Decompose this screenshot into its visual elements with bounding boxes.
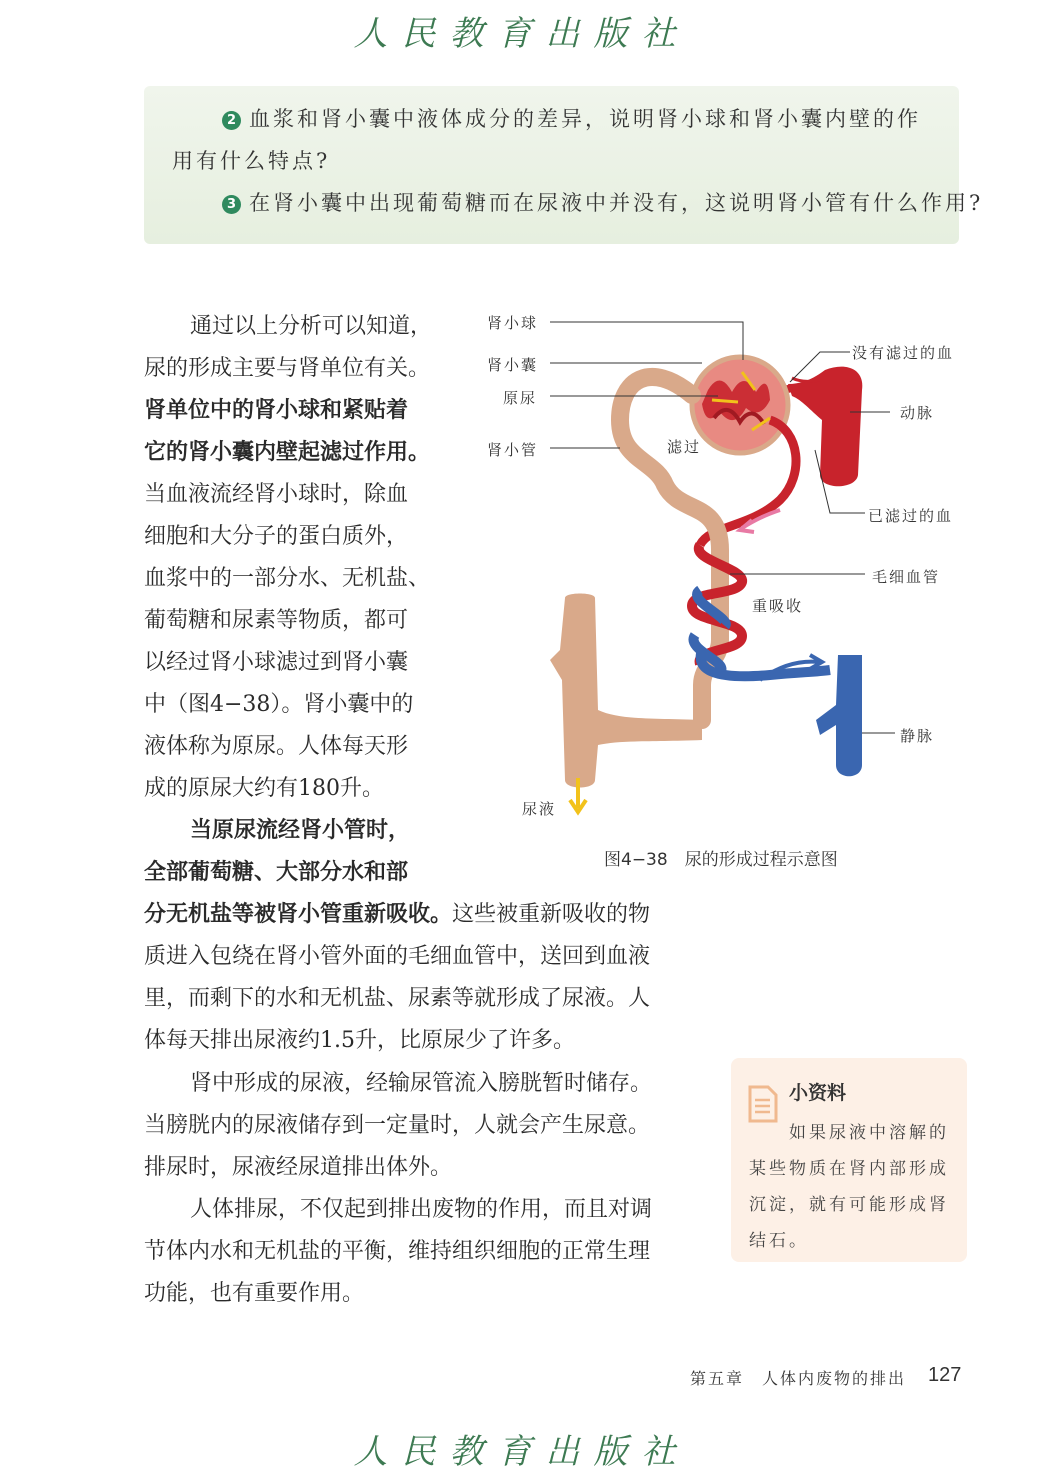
question-number-3: 3	[222, 195, 241, 214]
document-icon	[747, 1084, 779, 1124]
label-capillary: 毛细血管	[872, 568, 941, 586]
question-2-line-1	[222, 103, 921, 133]
p1-line: 葡萄糖和尿素等物质，都可	[144, 608, 409, 633]
question-2-text: 血浆和肾小囊中液体成分的差异，说明肾小球和肾小囊内壁的作	[249, 107, 921, 131]
question-2-line-2: 用有什么特点?	[172, 149, 331, 173]
page-number: 127	[928, 1364, 962, 1386]
info-box	[731, 1058, 967, 1262]
label-glomerulus: 肾小球	[487, 314, 539, 332]
nephron-diagram	[470, 300, 970, 830]
label-urine: 尿液	[522, 800, 557, 818]
label-unfiltered-blood: 没有滤过的血	[852, 344, 955, 362]
p4-line: 功能，也有重要作用。	[144, 1281, 365, 1306]
p1-line: 成的原尿大约有180升。	[144, 776, 384, 801]
label-capsule: 肾小囊	[487, 356, 539, 374]
figure-caption: 图4−38 尿的形成过程示意图	[604, 850, 838, 870]
p1-line: 液体称为原尿。人体每天形	[144, 734, 409, 759]
chapter-footer: 第五章 人体内废物的排出	[690, 1369, 907, 1388]
p3-line: 肾中形成的尿液，经输尿管流入膀胱暂时储存。	[190, 1071, 653, 1096]
p2-line: 体每天排出尿液约1.5升，比原尿少了许多。	[144, 1028, 575, 1053]
p3-line: 当膀胱内的尿液储存到一定量时，人就会产生尿意。	[144, 1113, 651, 1138]
p3-line: 排尿时，尿液经尿道排出体外。	[144, 1155, 453, 1180]
label-filtration: 滤过	[667, 438, 702, 456]
p1-line: 以经过肾小球滤过到肾小囊	[144, 650, 409, 675]
info-line: 如果尿液中溶解的	[789, 1123, 949, 1143]
p1-line-bold: 它的肾小囊内壁起滤过作用。	[144, 440, 431, 465]
info-line: 结石。	[749, 1231, 809, 1251]
p2-line-mixed	[144, 897, 650, 928]
p1-line-bold: 肾单位中的肾小球和紧贴着	[144, 398, 409, 423]
p1-line: 中（图4−38）。肾小囊中的	[144, 692, 414, 717]
publisher-watermark-top: 人民教育出版社	[353, 14, 690, 54]
publisher-watermark-bottom: 人民教育出版社	[353, 1432, 690, 1472]
label-artery: 动脉	[900, 404, 935, 422]
p4-line: 人体排尿，不仅起到排出废物的作用，而且对调	[190, 1197, 653, 1222]
label-tubule: 肾小管	[487, 441, 539, 459]
label-filtered-blood: 已滤过的血	[868, 507, 954, 525]
p2-line: 质进入包绕在肾小管外面的毛细血管中，送回到血液	[144, 944, 651, 969]
info-title: 小资料	[789, 1082, 847, 1104]
p1-line: 通过以上分析可以知道，	[190, 314, 433, 339]
p1-line: 细胞和大分子的蛋白质外，	[144, 524, 409, 549]
p4-line: 节体内水和无机盐的平衡，维持组织细胞的正常生理	[144, 1239, 651, 1264]
p1-line: 当血液流经肾小球时，除血	[144, 482, 409, 507]
p2-bold-text: 分无机盐等被肾小管重新吸收。	[144, 902, 453, 927]
p2-text: 这些被重新吸收的物	[452, 902, 651, 927]
question-number-2: 2	[222, 111, 241, 130]
info-line: 某些物质在肾内部形成	[749, 1159, 949, 1179]
label-primary-urine: 原尿	[503, 389, 538, 407]
question-3-text: 在肾小囊中出现葡萄糖而在尿液中并没有，这说明肾小管有什么作用?	[249, 191, 984, 215]
p2-line-bold: 全部葡萄糖、大部分水和部	[144, 860, 409, 885]
label-reabsorption: 重吸收	[752, 597, 804, 615]
label-vein: 静脉	[900, 727, 935, 745]
p1-line: 血浆中的一部分水、无机盐、	[144, 566, 431, 591]
question-3-line	[222, 187, 983, 217]
p2-line-bold: 当原尿流经肾小管时，	[190, 818, 411, 843]
collecting-duct	[550, 594, 702, 788]
p1-line: 尿的形成主要与肾单位有关。	[144, 356, 431, 381]
p2-line: 里，而剩下的水和无机盐、尿素等就形成了尿液。人	[144, 986, 651, 1011]
info-line: 沉淀，就有可能形成肾	[749, 1195, 949, 1215]
